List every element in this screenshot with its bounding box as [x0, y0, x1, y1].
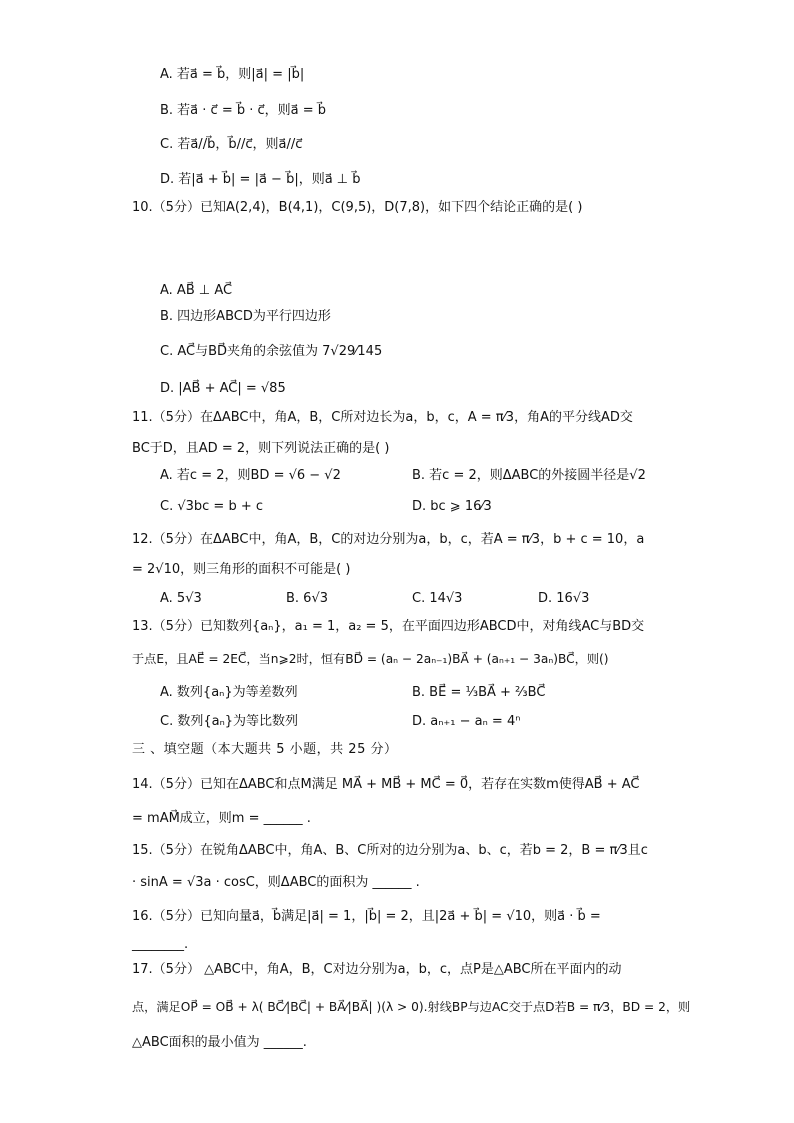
- q17-line1: 17.（5分） △ABC中，角A，B，C对边分别为a，b，c，点P是△ABC所在平面内的动: [132, 962, 622, 977]
- q10-option-d: D. |AB⃗ + AC⃗| = √85: [160, 381, 286, 396]
- q16-line1: 16.（5分）已知向量a⃗，b⃗满足|a⃗| = 1，|b⃗| = 2，且|2a⃗ + b⃗| = √10，则a⃗ · b⃗ =: [132, 909, 601, 924]
- q14-line2: = mAM⃗成立，则m = ______ .: [132, 811, 311, 826]
- q13-stem-line1: 13.（5分）已知数列{aₙ}，a₁ = 1，a₂ = 5，在平面四边形ABCD中，对角线AC与BD交: [132, 619, 645, 634]
- q12-stem-line1: 12.（5分）在ΔABC中，角A，B，C的对边分别为a，b，c，若A = π⁄3，b + c = 10，a: [132, 532, 645, 547]
- q16-line2: ________.: [132, 937, 189, 952]
- q15-line1: 15.（5分）在锐角ΔABC中，角A、B、C所对的边分别为a、b、c，若b = 2，B = π⁄3且c: [132, 843, 648, 858]
- q13-option-a: A. 数列{aₙ}为等差数列: [160, 685, 298, 700]
- q10-option-c: C. AC⃗与BD⃗夹角的余弦值为 7√29⁄145: [160, 344, 383, 359]
- q11-option-d: D. bc ⩾ 16⁄3: [412, 499, 492, 514]
- q14-line1: 14.（5分）已知在ΔABC和点M满足 MA⃗ + MB⃗ + MC⃗ = 0⃗，若存在实数m使得AB⃗ + AC⃗: [132, 777, 640, 792]
- q12-option-d: D. 16√3: [538, 591, 590, 606]
- q13-option-d: D. aₙ₊₁ − aₙ = 4ⁿ: [412, 714, 521, 729]
- q12-stem-line2: = 2√10，则三角形的面积不可能是( ): [132, 562, 351, 577]
- q10-stem: 10.（5分）已知A(2,4)，B(4,1)，C(9,5)，D(7,8)，如下四个结论正确的是( ): [132, 200, 583, 215]
- q17-line3: △ABC面积的最小值为 ______.: [132, 1035, 307, 1050]
- q13-option-b: B. BE⃗ = ⅓BA⃗ + ⅔BC⃗: [412, 685, 546, 700]
- q9-option-b: B. 若a⃗ · c⃗ = b⃗ · c⃗，则a⃗ = b⃗: [160, 103, 327, 118]
- q13-stem-line2: 于点E，且AE⃗ = 2EC⃗，当n⩾2时，恒有BD⃗ = (aₙ − 2aₙ₋₁)BA⃗ + (aₙ₊₁ − 3aₙ)BC⃗，则(): [132, 652, 609, 666]
- q9-option-a: A. 若a⃗ = b⃗，则|a⃗| = |b⃗|: [160, 67, 305, 82]
- q17-line2: 点，满足OP⃗ = OB⃗ + λ( BC⃗⁄|BC⃗| + BA⃗⁄|BA⃗| )(λ > 0).射线BP与边AC交于点D若B = π⁄3，BD = 2，则: [132, 1000, 691, 1014]
- q12-option-b: B. 6√3: [286, 591, 329, 606]
- q11-stem-line2: BC于D，且AD = 2，则下列说法正确的是( ): [132, 441, 390, 456]
- q11-stem-line1: 11.（5分）在ΔABC中，角A，B，C所对边长为a，b，c，A = π⁄3，角A的平分线AD交: [132, 410, 633, 425]
- q9-option-d: D. 若|a⃗ + b⃗| = |a⃗ − b⃗|，则a⃗ ⊥ b⃗: [160, 172, 361, 187]
- q11-option-a: A. 若c = 2，则BD = √6 − √2: [160, 468, 341, 483]
- q12-option-c: C. 14√3: [412, 591, 463, 606]
- q11-option-c: C. √3bc = b + c: [160, 499, 264, 514]
- q15-line2: · sinA = √3a · cosC，则ΔABC的面积为 ______ .: [132, 875, 420, 890]
- q11-option-b: B. 若c = 2，则ΔABC的外接圆半径是√2: [412, 468, 646, 483]
- q9-option-c: C. 若a⃗//b⃗，b⃗//c⃗，则a⃗//c⃗: [160, 137, 303, 152]
- q10-option-a: A. AB⃗ ⊥ AC⃗: [160, 283, 233, 298]
- q12-option-a: A. 5√3: [160, 591, 202, 606]
- section-fill-in-heading: 三 、填空题（本大题共 5 小题，共 25 分）: [132, 742, 398, 757]
- q10-option-b: B. 四边形ABCD为平行四边形: [160, 309, 331, 324]
- q13-option-c: C. 数列{aₙ}为等比数列: [160, 714, 299, 729]
